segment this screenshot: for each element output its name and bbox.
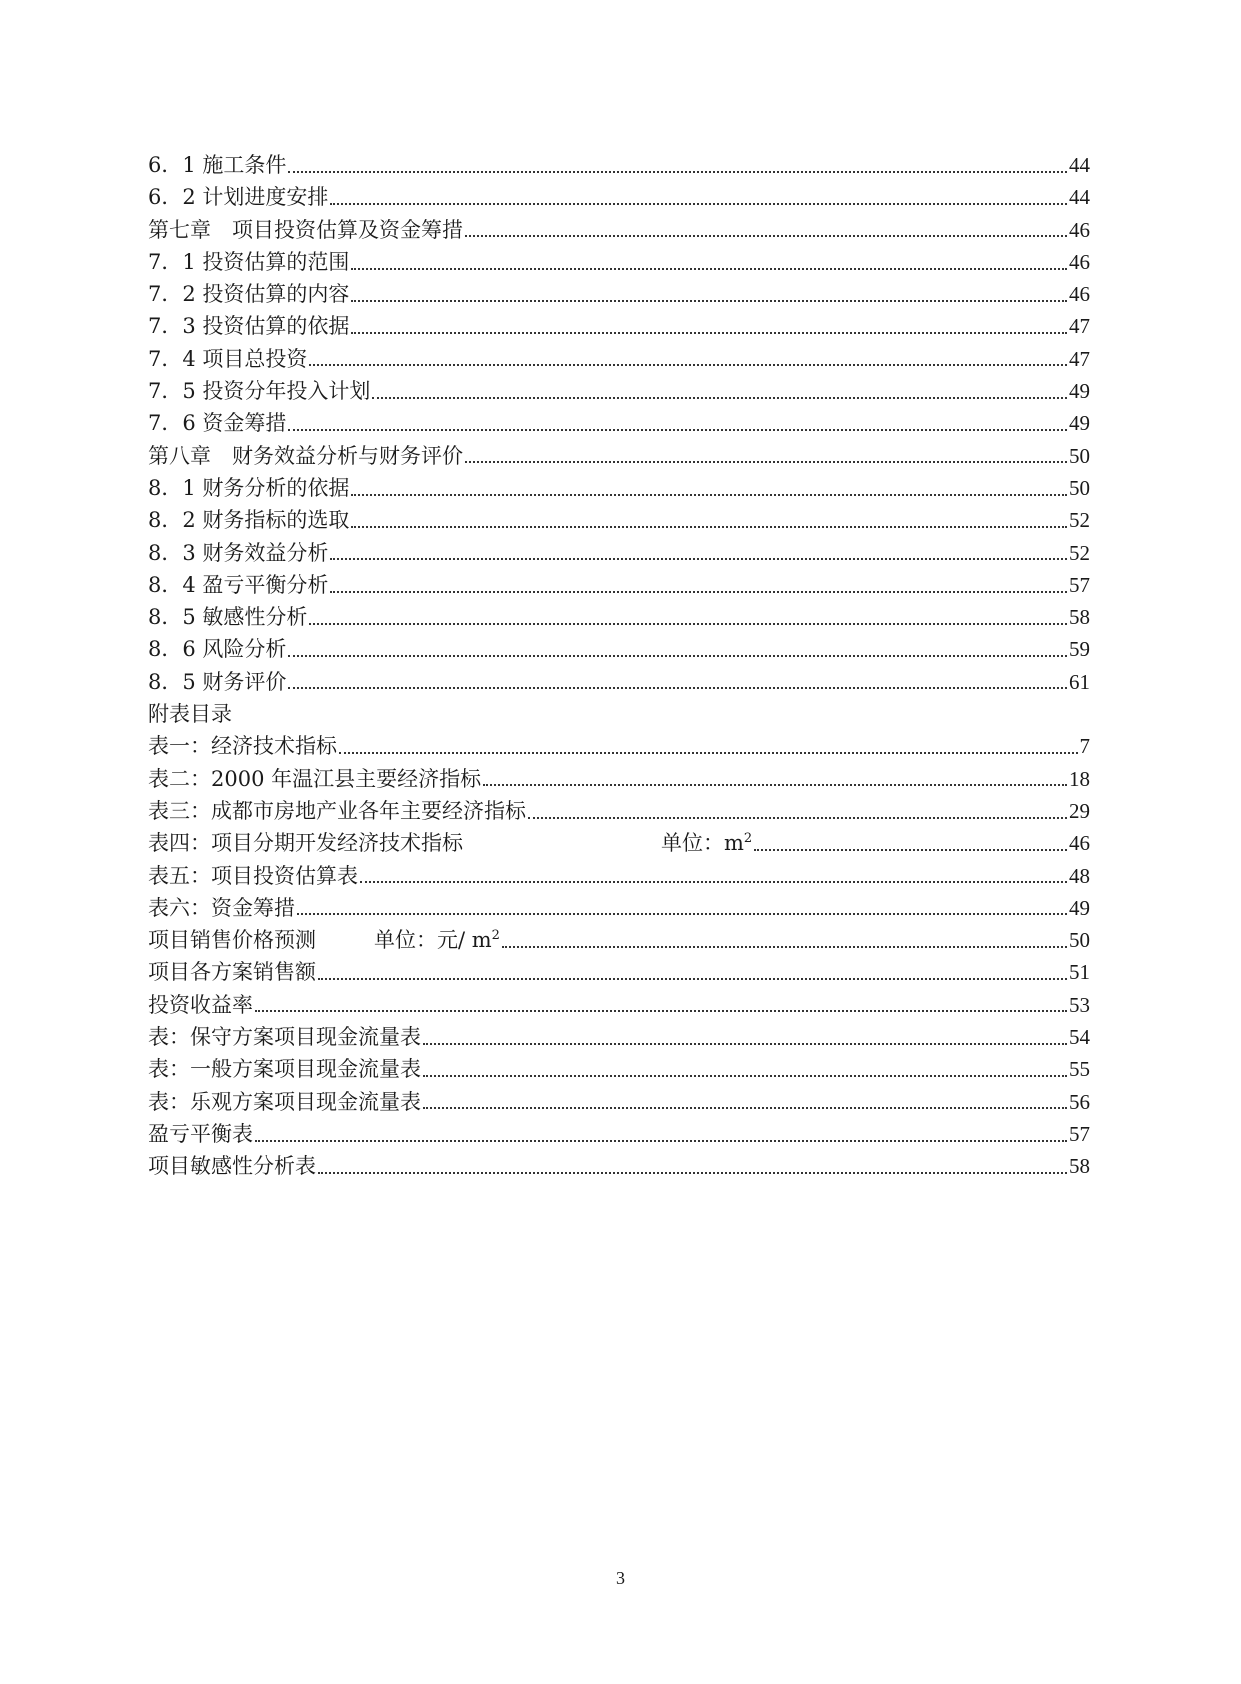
appendix-entry[interactable] bbox=[148, 860, 1090, 892]
toc-entry-label: 6．2 计划进度安排 bbox=[148, 185, 329, 210]
toc-entry-page: 46 bbox=[1069, 217, 1090, 242]
toc-leader-dots bbox=[288, 654, 1067, 657]
toc-entry-label: 8．6 风险分析 bbox=[148, 637, 287, 662]
toc-entry-label: 第八章 财务效益分析与财务评价 bbox=[148, 443, 463, 468]
toc-entry-label: 8．1 财务分析的依据 bbox=[148, 475, 350, 500]
toc-entry-label: 8．5 敏感性分析 bbox=[148, 605, 308, 630]
toc-chapter-entry[interactable] bbox=[148, 214, 1090, 246]
toc-entry[interactable] bbox=[148, 310, 1090, 342]
unit-text: 单位：m bbox=[661, 831, 744, 856]
toc-entry-page: 47 bbox=[1069, 346, 1090, 371]
toc-entry-page: 50 bbox=[1069, 475, 1090, 500]
appendix-entry[interactable] bbox=[148, 1150, 1090, 1182]
appendix-entry-label: 表：保守方案项目现金流量表 bbox=[148, 1025, 421, 1050]
toc-leader-dots bbox=[309, 622, 1067, 625]
toc-leader-dots bbox=[330, 590, 1067, 593]
toc-entry[interactable] bbox=[148, 537, 1090, 569]
toc-leader-dots bbox=[309, 363, 1067, 366]
toc-entry[interactable] bbox=[148, 666, 1090, 698]
appendix-entry-label: 投资收益率 bbox=[148, 992, 253, 1017]
appendix-heading-label: 附表目录 bbox=[148, 702, 232, 727]
toc-entry-page: 49 bbox=[1069, 379, 1090, 404]
appendix-entry-page: 48 bbox=[1069, 863, 1090, 888]
toc-chapter-entry[interactable] bbox=[148, 440, 1090, 472]
toc-leader-dots bbox=[483, 783, 1067, 786]
toc-entry-label: 7．1 投资估算的范围 bbox=[148, 249, 350, 274]
appendix-entry-page: 51 bbox=[1069, 960, 1090, 985]
toc-leader-dots bbox=[351, 267, 1067, 270]
appendix-entry-page: 50 bbox=[1069, 928, 1090, 953]
appendix-entry[interactable] bbox=[148, 827, 1090, 859]
toc-leader-dots bbox=[528, 816, 1067, 819]
appendix-entry-page: 49 bbox=[1069, 895, 1090, 920]
toc-leader-dots bbox=[288, 170, 1067, 173]
toc-entry-label: 8．2 财务指标的选取 bbox=[148, 508, 350, 533]
appendix-entry-page: 46 bbox=[1069, 831, 1090, 856]
appendix-entry-label: 项目敏感性分析表 bbox=[148, 1154, 316, 1179]
toc-entry-label: 8．3 财务效益分析 bbox=[148, 540, 329, 565]
toc-leader-dots bbox=[754, 848, 1067, 851]
toc-entry-page: 46 bbox=[1069, 282, 1090, 307]
unit-superscript: 2 bbox=[743, 831, 753, 847]
toc-entry-page: 61 bbox=[1069, 669, 1090, 694]
appendix-entry-unit bbox=[661, 827, 752, 859]
toc-leader-dots bbox=[351, 525, 1067, 528]
appendix-entry-label: 盈亏平衡表 bbox=[148, 1121, 253, 1146]
page-number: 3 bbox=[616, 1568, 625, 1588]
appendix-entry-label: 表二：2000 年温江县主要经济指标 bbox=[148, 766, 482, 791]
toc-entry-page: 57 bbox=[1069, 572, 1090, 597]
toc-entry-label: 7．3 投资估算的依据 bbox=[148, 314, 350, 339]
appendix-entry-label: 表三：成都市房地产业各年主要经济指标 bbox=[148, 798, 526, 823]
appendix-entry-page: 18 bbox=[1069, 766, 1090, 791]
toc-entry-label: 8．5 财务评价 bbox=[148, 669, 287, 694]
toc-entry[interactable] bbox=[148, 569, 1090, 601]
toc-leader-dots bbox=[423, 1106, 1067, 1109]
toc-leader-dots bbox=[502, 945, 1067, 948]
toc-entry-page: 58 bbox=[1069, 605, 1090, 630]
appendix-entry-page: 54 bbox=[1069, 1025, 1090, 1050]
toc-entry[interactable] bbox=[148, 504, 1090, 536]
appendix-entry[interactable] bbox=[148, 956, 1090, 988]
toc-entry-page: 44 bbox=[1069, 185, 1090, 210]
toc-entry[interactable] bbox=[148, 375, 1090, 407]
appendix-entry[interactable] bbox=[148, 730, 1090, 762]
toc-entry-page: 52 bbox=[1069, 508, 1090, 533]
toc-leader-dots bbox=[255, 1139, 1067, 1142]
toc-leader-dots bbox=[255, 1009, 1067, 1012]
appendix-entry[interactable] bbox=[148, 989, 1090, 1021]
toc-entry-label: 7．2 投资估算的内容 bbox=[148, 282, 350, 307]
toc-leader-dots bbox=[351, 493, 1067, 496]
appendix-entry-unit bbox=[374, 924, 500, 956]
appendix-entry[interactable] bbox=[148, 1053, 1090, 1085]
toc-leader-dots bbox=[288, 428, 1067, 431]
toc-leader-dots bbox=[339, 751, 1078, 754]
appendix-entry[interactable] bbox=[148, 1021, 1090, 1053]
appendix-entry[interactable] bbox=[148, 795, 1090, 827]
appendix-heading bbox=[148, 698, 1090, 730]
toc-leader-dots bbox=[423, 1042, 1067, 1045]
toc-entry[interactable] bbox=[148, 343, 1090, 375]
toc-leader-dots bbox=[351, 299, 1067, 302]
appendix-entry[interactable] bbox=[148, 892, 1090, 924]
toc-entry-page: 47 bbox=[1069, 314, 1090, 339]
toc-entry[interactable] bbox=[148, 601, 1090, 633]
toc-leader-dots bbox=[360, 880, 1067, 883]
appendix-entry-page: 7 bbox=[1079, 734, 1090, 759]
toc-entry-page: 49 bbox=[1069, 411, 1090, 436]
toc-entry-page: 52 bbox=[1069, 540, 1090, 565]
appendix-entry[interactable] bbox=[148, 763, 1090, 795]
toc-entry-label: 7．4 项目总投资 bbox=[148, 346, 308, 371]
toc-entry[interactable] bbox=[148, 246, 1090, 278]
toc-entry[interactable] bbox=[148, 181, 1090, 213]
appendix-entry-page: 53 bbox=[1069, 992, 1090, 1017]
appendix-entry-page: 58 bbox=[1069, 1154, 1090, 1179]
unit-text: 单位：元/ m bbox=[374, 928, 492, 953]
appendix-entry[interactable] bbox=[148, 1086, 1090, 1118]
toc-leader-dots bbox=[330, 202, 1067, 205]
appendix-entry-label: 表四：项目分期开发经济技术指标 bbox=[148, 831, 463, 856]
appendix-entry-label: 项目各方案销售额 bbox=[148, 960, 316, 985]
toc-leader-dots bbox=[288, 686, 1067, 689]
toc-leader-dots bbox=[318, 977, 1067, 980]
toc-leader-dots bbox=[330, 557, 1067, 560]
appendix-entry[interactable] bbox=[148, 924, 1090, 956]
appendix-entry-label: 表六：资金筹措 bbox=[148, 895, 295, 920]
toc-entry[interactable] bbox=[148, 278, 1090, 310]
appendix-entry-label: 表：一般方案项目现金流量表 bbox=[148, 1057, 421, 1082]
toc-entry-page: 44 bbox=[1069, 153, 1090, 177]
toc-entry-label: 7．6 资金筹措 bbox=[148, 411, 287, 436]
toc-entry-page: 46 bbox=[1069, 249, 1090, 274]
toc-leader-dots bbox=[423, 1074, 1067, 1077]
toc-entry[interactable] bbox=[148, 472, 1090, 504]
appendix-entry-page: 29 bbox=[1069, 798, 1090, 823]
toc-leader-dots bbox=[465, 234, 1067, 237]
appendix-entry-label: 表一：经济技术指标 bbox=[148, 734, 337, 759]
appendix-entry-label: 表五：项目投资估算表 bbox=[148, 863, 358, 888]
toc-entry-label: 8．4 盈亏平衡分析 bbox=[148, 572, 329, 597]
toc-entry-label: 第七章 项目投资估算及资金筹措 bbox=[148, 217, 463, 242]
toc-entry[interactable] bbox=[148, 149, 1090, 181]
toc-entry[interactable] bbox=[148, 633, 1090, 665]
appendix-entry-page: 56 bbox=[1069, 1089, 1090, 1114]
table-of-contents bbox=[148, 149, 1090, 1183]
appendix-entry[interactable] bbox=[148, 1118, 1090, 1150]
toc-entry[interactable] bbox=[148, 407, 1090, 439]
toc-leader-dots bbox=[351, 331, 1067, 334]
toc-leader-dots bbox=[318, 1171, 1067, 1174]
toc-entry-page: 50 bbox=[1069, 443, 1090, 468]
unit-superscript: 2 bbox=[491, 928, 500, 944]
appendix-entry-page: 55 bbox=[1069, 1057, 1090, 1082]
appendix-entry-page: 57 bbox=[1069, 1121, 1090, 1146]
appendix-entry-label: 项目销售价格预测 bbox=[148, 928, 316, 953]
toc-entry-label: 7．5 投资分年投入计划 bbox=[148, 379, 371, 404]
toc-leader-dots bbox=[372, 396, 1067, 399]
toc-leader-dots bbox=[297, 912, 1067, 915]
toc-entry-page: 59 bbox=[1069, 637, 1090, 662]
toc-leader-dots bbox=[465, 460, 1067, 463]
appendix-entry-label: 表：乐观方案项目现金流量表 bbox=[148, 1089, 421, 1114]
toc-entry-label: 6．1 施工条件 bbox=[148, 153, 287, 177]
